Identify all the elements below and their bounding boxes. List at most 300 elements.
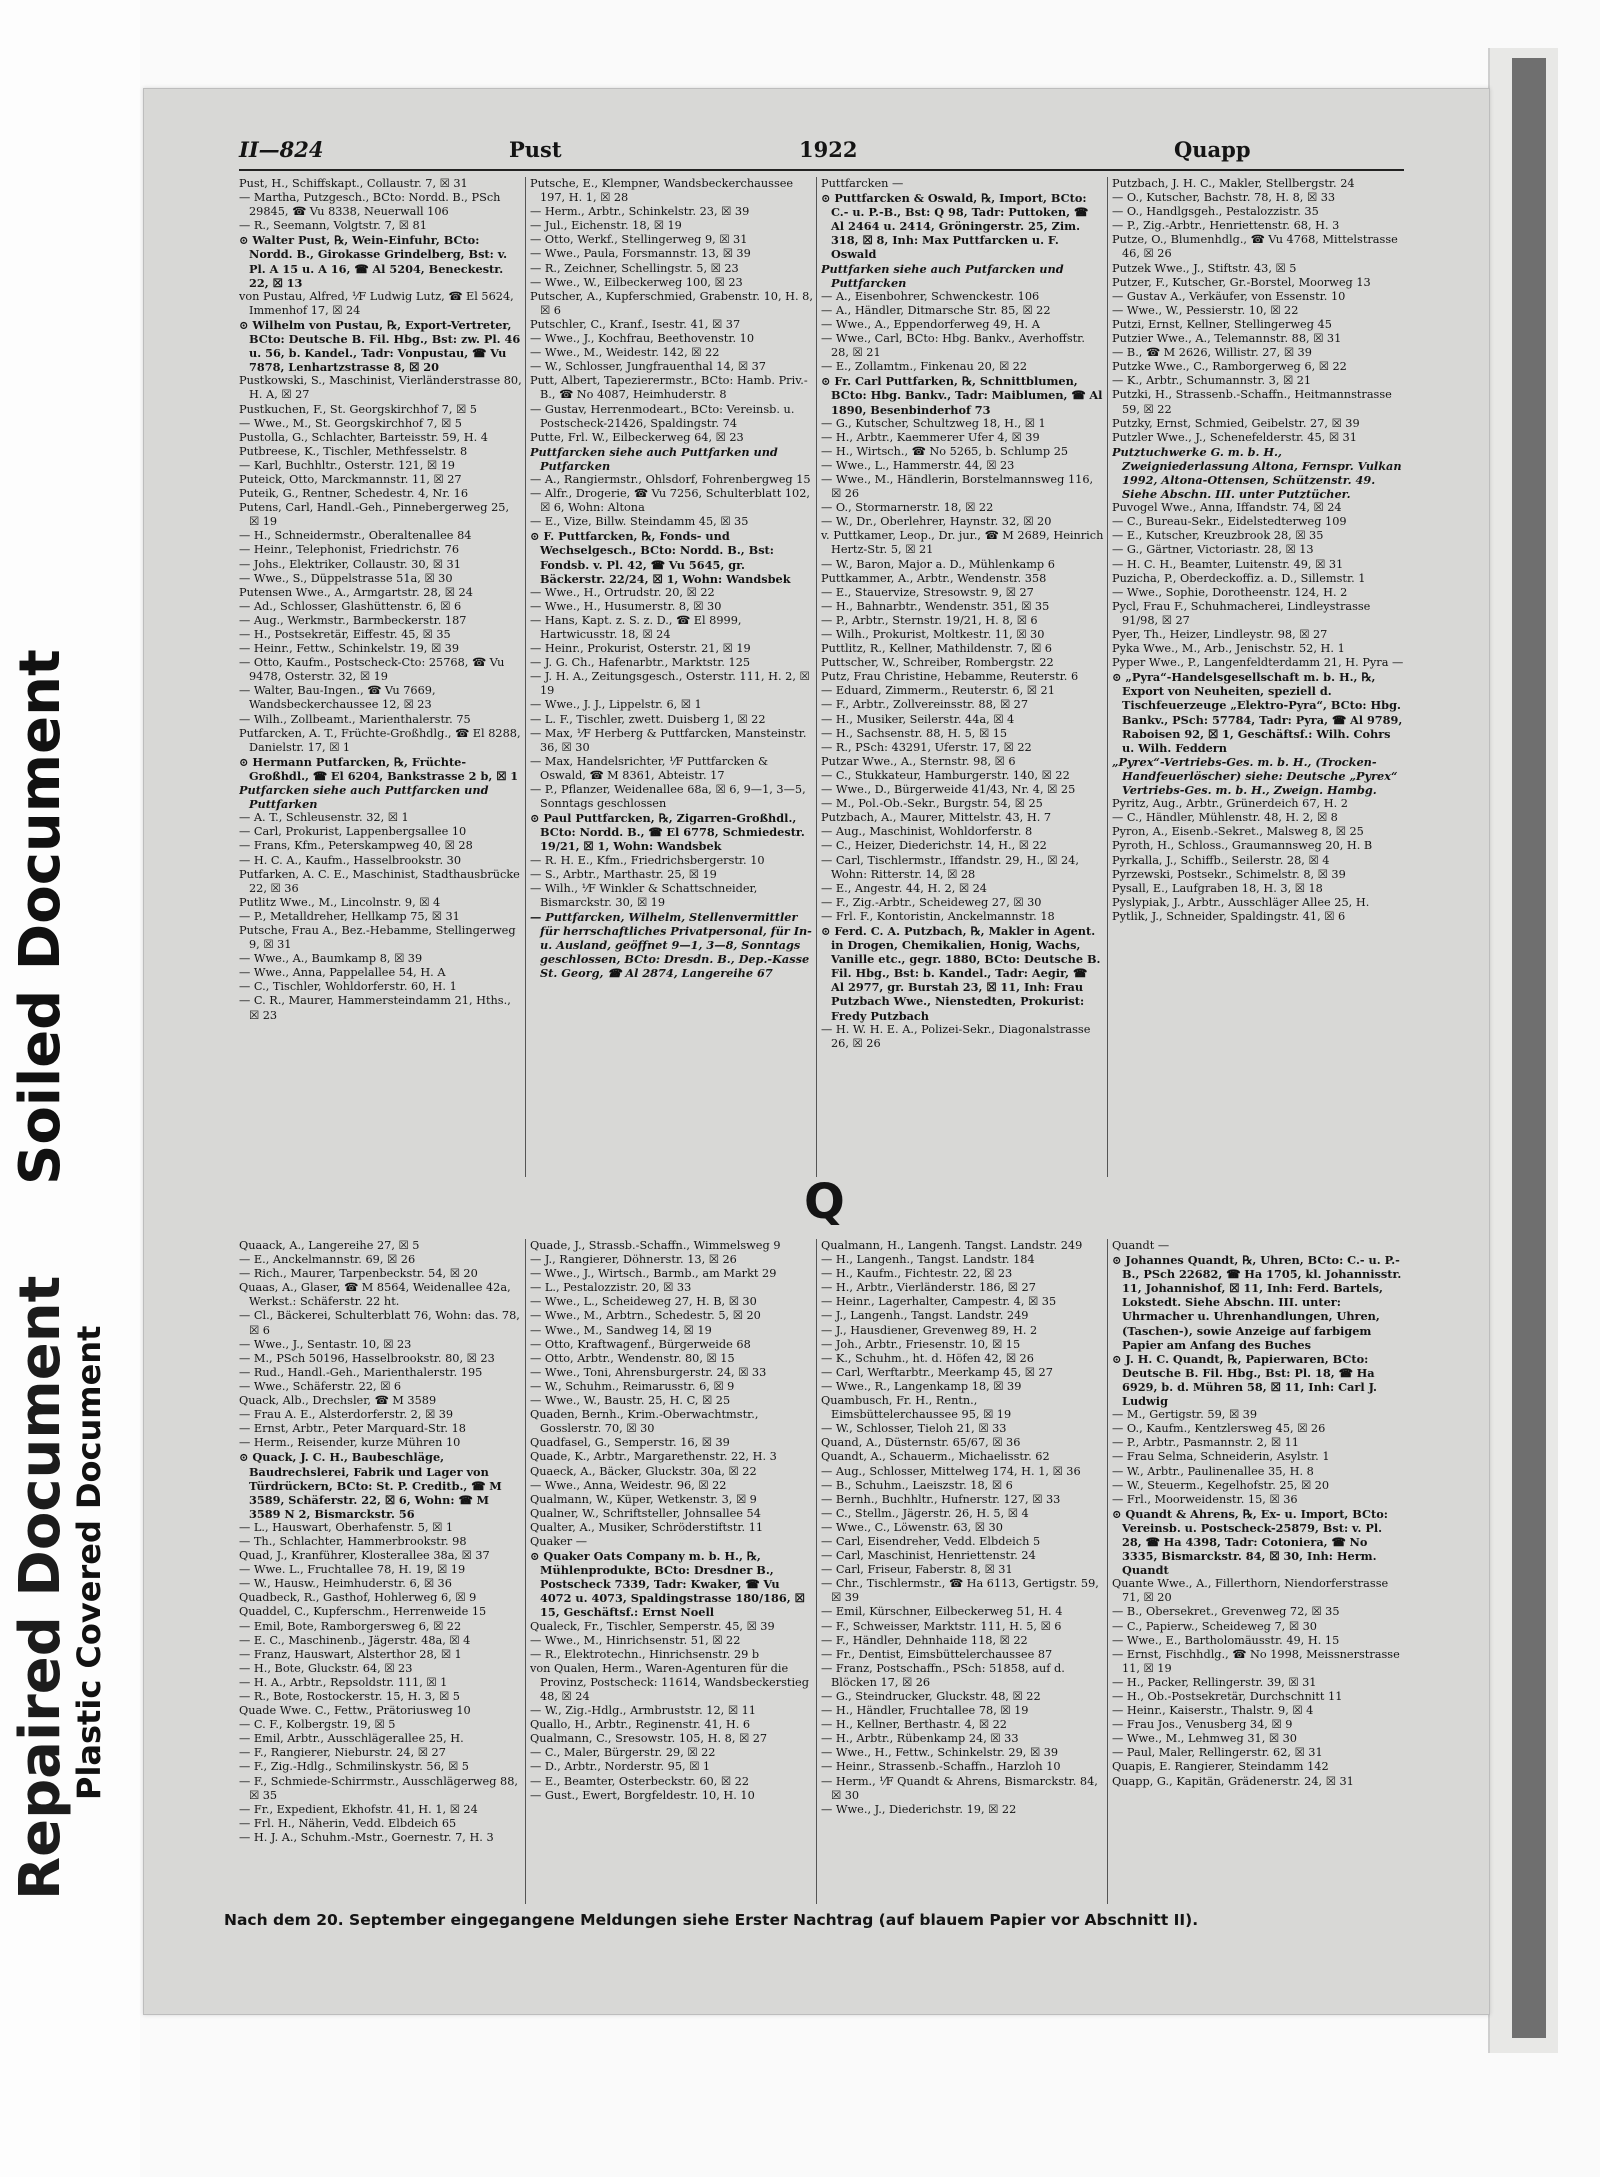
directory-entry: — H., Schneidermstr., Oberaltenallee 84: [239, 529, 472, 543]
directory-entry: — R., Bote, Rostockerstr. 15, H. 3, ☒ 5: [239, 1690, 460, 1703]
directory-entry: — Paul, Maler, Rellingerstr. 62, ☒ 31: [1112, 1746, 1323, 1760]
directory-entry: — A., Rangiermstr., Ohlsdorf, Fohrenbergweg 15: [530, 472, 811, 486]
directory-entry: — P., Arbtr., Pasmannstr. 2, ☒ 11: [1112, 1436, 1299, 1450]
directory-entry: — Carl, Friseur, Faberstr. 8, ☒ 31: [821, 1563, 1013, 1577]
directory-entry: — F., Rangierer, Nieburstr. 24, ☒ 27: [239, 1746, 446, 1760]
directory-entry: Pyer, Th., Heizer, Lindleystr. 98, ☒ 27: [1112, 628, 1328, 641]
directory-entry: — Gustav A., Verkäufer, von Essenstr. 10: [1112, 289, 1346, 303]
directory-entry: — Joh., Arbtr., Friesenstr. 10, ☒ 15: [821, 1337, 1021, 1351]
directory-entry: — Herm., Arbtr., Schinkelstr. 23, ☒ 39: [530, 205, 750, 219]
directory-entry: — Karl, Buchhltr., Osterstr. 121, ☒ 19: [239, 458, 455, 472]
directory-entry: Quaker —: [530, 1534, 588, 1548]
header-year: 1922: [799, 137, 858, 162]
column-divider: [525, 177, 526, 1177]
directory-entry: — E., Zollamtm., Finkenau 20, ☒ 22: [821, 360, 1028, 374]
directory-entry: — Wwe., W., Pessierstr. 10, ☒ 22: [1112, 303, 1299, 317]
directory-entry: — W., Dr., Oberlehrer, Haynstr. 32, ☒ 20: [821, 515, 1052, 529]
directory-entry: — W., Schlosser, Jungfrauenthal 14, ☒ 37: [530, 360, 766, 374]
directory-entry: Quandt, A., Schauerm., Michaelisstr. 62: [821, 1450, 1050, 1464]
directory-entry: — Wwe., R., Langenkamp 18, ☒ 39: [821, 1379, 1022, 1393]
directory-entry: — J., Langenh., Tangst. Landstr. 249: [821, 1309, 1029, 1323]
directory-entry: — Wwe., M., Weidestr. 142, ☒ 22: [530, 346, 720, 360]
directory-entry: Putens, Carl, Handl.-Geh., Pinnebergerweg 25, ☒ 19: [239, 501, 510, 529]
directory-entry: — H. W. H. E. A., Polizei-Sekr., Diagonalstrasse 26, ☒ 26: [821, 1022, 1091, 1050]
directory-entry: — Heinr., Telephonist, Friedrichstr. 76: [239, 543, 460, 557]
directory-entry: — Wwe., M., Arbtrn., Schedestr. 5, ☒ 20: [530, 1309, 761, 1323]
directory-entry: — Frl. F., Kontoristin, Anckelmannstr. 18: [821, 909, 1055, 923]
directory-entry: — A., Händler, Ditmarsche Str. 85, ☒ 22: [821, 303, 1051, 317]
directory-entry: ⊙ Wilhelm von Pustau, ℞, Export-Vertreter, BCto: Deutsche B. Fil. Hbg., Bst: zw. Pl. 46 u. 56, b. Kandel., Tadr: Vonpustau, ☎ Vu 7878, Lenhartzstrasse 8, ☒ 20: [239, 317, 521, 375]
directory-entry: — R., Zeichner, Schellingstr. 5, ☒ 23: [530, 261, 739, 275]
directory-entry: — Ad., Schlosser, Glashüttenstr. 6, ☒ 6: [239, 599, 462, 613]
directory-entry: Putzki, H., Strassenb.-Schaffn., Heitmannstrasse 59, ☒ 22: [1112, 388, 1392, 416]
directory-entry: Putze, O., Blumenhdlg., ☎ Vu 4768, Mittelstrasse 46, ☒ 26: [1112, 233, 1398, 261]
directory-entry: — H., Postsekretär, Eiffestr. 45, ☒ 35: [239, 628, 451, 641]
directory-entry: — C., Stellm., Jägerstr. 26, H. 5, ☒ 4: [821, 1506, 1029, 1520]
directory-entry: — Wwe., J., Diederichstr. 19, ☒ 22: [821, 1802, 1017, 1816]
directory-entry: ⊙ Quaker Oats Company m. b. H., ℞, Mühlenprodukte, BCto: Dresdner B., Postscheck 7339, Tadr: Kwaker, ☎ Vu 4072 u. 4073, Spaldingstrasse 180/186, ☒ 15, Geschäftsf.: Ernst Noell: [530, 1549, 805, 1620]
directory-entry: ⊙ Puttfarcken & Oswald, ℞, Import, BCto: C.- u. P.-B., Bst: Q 98, Tadr: Puttoken, ☎ Al 2464 u. 2414, Gröningerstr. 25, Zim. 318, ☒ 8, Inh: Max Puttfarcken u. F. Oswald: [821, 191, 1089, 262]
directory-column-top-4: [1112, 177, 1404, 1177]
directory-entry: Putzke Wwe., C., Ramborgerweg 6, ☒ 22: [1112, 360, 1347, 374]
directory-entry: Putsche, Frau A., Bez.-Hebamme, Stellingerweg 9, ☒ 31: [239, 923, 516, 952]
directory-entry: — Wwe., Carl, BCto: Hbg. Bankv., Averhoffstr. 28, ☒ 21: [821, 332, 1085, 360]
directory-entry: — Carl, Werftarbtr., Meerkamp 45, ☒ 27: [821, 1365, 1053, 1379]
directory-entry: ⊙ F. Puttfarcken, ℞, Fonds- und Wechselgesch., BCto: Nordd. B., Bst: Fondsb. v. Pl. 42, ☎ Vu 5645, gr. Bäckerstr. 22/24, ☒ 1, Wohn: Wandsbek: [530, 529, 791, 586]
directory-entry: Pyritz, Aug., Arbtr., Grünerdeich 67, H. 2: [1112, 797, 1348, 811]
directory-entry: — R., PSch: 43291, Uferstr. 17, ☒ 22: [821, 740, 1032, 754]
directory-entry: Quallo, H., Arbtr., Reginenstr. 41, H. 6: [530, 1718, 751, 1732]
directory-entry: — G., Steindrucker, Gluckstr. 48, ☒ 22: [821, 1690, 1041, 1703]
directory-entry: Qualmann, C., Sresowstr. 105, H. 8, ☒ 27: [530, 1732, 768, 1746]
directory-entry: „Pyrex“-Vertriebs-Ges. m. b. H., (Trocken-Handfeuerlöscher) siehe: Deutsche „Pyrex“ Vertriebs-Ges. m. b. H., Zweign. Hambg.: [1112, 754, 1398, 798]
directory-entry: Putzky, Ernst, Schmied, Geibelstr. 27, ☒ 39: [1112, 416, 1360, 430]
directory-entry: Quaden, Bernh., Krim.-Oberwachtmstr., Gosslerstr. 70, ☒ 30: [530, 1408, 759, 1436]
directory-entry: — Franz, Postschaffn., PSch: 51858, auf d. Blöcken 17, ☒ 26: [821, 1661, 1065, 1689]
directory-entry: — Wwe., M., Sandweg 14, ☒ 19: [530, 1323, 712, 1337]
directory-entry: — Wwe., M., Hinrichsenstr. 51, ☒ 22: [530, 1633, 741, 1647]
directory-entry: Quapis, E. Rangierer, Steindamm 142: [1112, 1760, 1329, 1774]
directory-entry: — W., Arbtr., Paulinenallee 35, H. 8: [1112, 1464, 1314, 1478]
directory-entry: Pycl, Frau F., Schuhmacherei, Lindleystrasse 91/98, ☒ 27: [1112, 599, 1371, 627]
directory-entry: — Carl, Eisendreher, Vedd. Elbdeich 5: [821, 1534, 1041, 1548]
directory-entry: — Wilh., ⅟F Winkler & Schattschneider, Bismarckstr. 30, ☒ 19: [530, 881, 758, 909]
directory-entry: — Wwe., M., Händlerin, Borstelmannsweg 116, ☒ 26: [821, 472, 1094, 501]
directory-column-bottom-2: [530, 1239, 813, 1904]
directory-entry: — Wwe., J., Wirtsch., Barmb., am Markt 29: [530, 1267, 777, 1281]
directory-entry: — W., Schuhm., Reimarusstr. 6, ☒ 9: [530, 1379, 735, 1393]
directory-entry: — H., Bahnarbtr., Wendenstr. 351, ☒ 35: [821, 599, 1050, 613]
directory-entry: — H., Bote, Gluckstr. 64, ☒ 23: [239, 1661, 413, 1675]
directory-entry: — F., Zig.-Arbtr., Scheideweg 27, ☒ 30: [821, 895, 1042, 909]
directory-entry: Quaas, A., Glaser, ☎ M 8564, Weidenallee 42a, Werkst.: Schäferstr. 22 ht.: [239, 1281, 511, 1309]
directory-entry: Pustkowski, S., Maschinist, Vierländerstrasse 80, H. A, ☒ 27: [239, 374, 522, 402]
directory-entry: Putsche, E., Klempner, Wandsbeckerchaussee 197, H. 1, ☒ 28: [530, 177, 794, 205]
directory-entry: Quand, A., Düsternstr. 65/67, ☒ 36: [821, 1436, 1021, 1450]
directory-entry: — Cl., Bäckerei, Schulterblatt 76, Wohn: das. 78, ☒ 6: [239, 1309, 520, 1337]
directory-entry: — E., Angestr. 44, H. 2, ☒ 24: [821, 881, 987, 895]
directory-entry: — Carl, Prokurist, Lappenbergsallee 10: [239, 825, 467, 839]
directory-entry: — C., Maler, Bürgerstr. 29, ☒ 22: [530, 1746, 716, 1760]
directory-entry: — Frau A. E., Alsterdorferstr. 2, ☒ 39: [239, 1408, 454, 1422]
directory-entry: — Herm., ⅟F Quandt & Ahrens, Bismarckstr. 84, ☒ 30: [821, 1774, 1098, 1802]
directory-entry: Quade, J., Strassb.-Schaffn., Wimmelsweg 9: [530, 1239, 781, 1252]
directory-entry: Puttfarcken —: [821, 177, 904, 190]
directory-entry: — P., Arbtr., Sternstr. 19/21, H. 8, ☒ 6: [821, 613, 1038, 627]
directory-entry: Putzbach, A., Maurer, Mittelstr. 43, H. 7: [821, 811, 1052, 825]
directory-entry: — Wwe. L., Fruchtallee 78, H. 19, ☒ 19: [239, 1563, 466, 1577]
directory-entry: — C., Tischler, Wohldorferstr. 60, H. 1: [239, 980, 457, 994]
directory-entry: — K., Schuhm., ht. d. Höfen 42, ☒ 26: [821, 1351, 1034, 1365]
directory-entry: — C., Papierw., Scheideweg 7, ☒ 30: [1112, 1619, 1317, 1633]
directory-entry: — R. H. E., Kfm., Friedrichsbergerstr. 10: [530, 853, 765, 867]
directory-entry: — A. T., Schleusenstr. 32, ☒ 1: [239, 811, 409, 825]
directory-column-bottom-4: [1112, 1239, 1404, 1904]
column-divider: [816, 177, 817, 1177]
directory-entry: — Bernh., Buchhltr., Hufnerstr. 127, ☒ 33: [821, 1492, 1061, 1506]
directory-entry: — Heinr., Kaiserstr., Thalstr. 9, ☒ 4: [1112, 1704, 1314, 1718]
directory-entry: — Chr., Tischlermstr., ☎ Ha 6113, Gertigstr. 59, ☒ 39: [821, 1577, 1099, 1605]
directory-entry: — Wwe., D., Bürgerweide 41/43, Nr. 4, ☒ 25: [821, 783, 1076, 797]
directory-entry: Putzer, F., Kutscher, Gr.-Borstel, Moorweg 13: [1112, 275, 1371, 289]
directory-entry: — P., Metalldreher, Hellkamp 75, ☒ 31: [239, 909, 460, 923]
page-header: [239, 137, 1404, 161]
directory-entry: — Max, ⅟F Herberg & Puttfarcken, Mansteinstr. 36, ☒ 30: [530, 726, 807, 754]
directory-entry: Qualeck, Fr., Tischler, Semperstr. 45, ☒ 39: [530, 1619, 775, 1633]
directory-column-top-3: [821, 177, 1104, 1177]
directory-entry: Pysall, E., Laufgraben 18, H. 3, ☒ 18: [1112, 881, 1323, 895]
column-divider: [816, 1239, 817, 1904]
directory-entry: Putzar Wwe., A., Sternstr. 98, ☒ 6: [821, 754, 1016, 768]
directory-entry: Qualner, W., Schriftsteller, Johnsallee 54: [530, 1506, 761, 1520]
directory-entry: — Gustav, Herrenmodeart., BCto: Vereinsb. u. Postscheck-21426, Spaldingstr. 74: [530, 402, 795, 430]
scanned-page: [143, 88, 1490, 2015]
directory-entry: — J. G. Ch., Hafenarbtr., Marktstr. 125: [530, 656, 751, 670]
directory-entry: — F., Zig.-Hdlg., Schmilinskystr. 56, ☒ 5: [239, 1760, 469, 1774]
directory-entry: — G., Kutscher, Schultzweg 18, H., ☒ 1: [821, 416, 1046, 430]
directory-entry: — O., Stormarnerstr. 18, ☒ 22: [821, 501, 994, 515]
directory-entry: Putfarcken siehe auch Puttfarcken und Puttfarken: [239, 783, 489, 812]
directory-entry: — Wwe., Sophie, Dorotheenstr. 124, H. 2: [1112, 585, 1348, 599]
directory-entry: Quaeck, A., Bäcker, Gluckstr. 30a, ☒ 22: [530, 1464, 757, 1478]
directory-entry: — Wwe., Anna, Pappelallee 54, H. A: [239, 966, 446, 980]
directory-entry: — H., Arbtr., Rübenkamp 24, ☒ 33: [821, 1732, 1019, 1746]
directory-entry: Pyslypiak, J., Arbtr., Ausschläger Allee 25, H.: [1112, 895, 1370, 909]
directory-entry: — Fr., Dentist, Eimsbüttelerchaussee 87: [821, 1647, 1053, 1661]
directory-entry: — H., Ob.-Postsekretär, Durchschnitt 11: [1112, 1690, 1343, 1703]
directory-entry: — H., Musiker, Seilerstr. 44a, ☒ 4: [821, 712, 1015, 726]
directory-entry: — Frl., Moorweidenstr. 15, ☒ 36: [1112, 1492, 1298, 1506]
directory-entry: — L., Pestalozzistr. 20, ☒ 33: [530, 1281, 692, 1295]
directory-entry: — Ernst, Arbtr., Peter Marquard-Str. 18: [239, 1422, 466, 1436]
directory-entry: Putlitz Wwe., M., Lincolnstr. 9, ☒ 4: [239, 895, 441, 909]
directory-entry: Puteick, Otto, Marckmannstr. 11, ☒ 27: [239, 472, 462, 486]
directory-entry: Putfarcken, A. T., Früchte-Großhdlg., ☎ El 8288, Danielstr. 17, ☒ 1: [239, 726, 521, 754]
directory-entry: — Wwe., A., Baumkamp 8, ☒ 39: [239, 952, 423, 966]
directory-entry: Putbreese, K., Tischler, Methfesselstr. 8: [239, 444, 468, 458]
directory-entry: Puteik, G., Rentner, Schedestr. 4, Nr. 16: [239, 487, 469, 501]
directory-entry: — Jul., Eichenstr. 18, ☒ 19: [530, 219, 682, 233]
directory-entry: Putt, Albert, Tapezierermstr., BCto: Hamb. Priv.-B., ☎ No 4087, Heimhuderstr. 8: [530, 374, 808, 402]
directory-entry: Putztuchwerke G. m. b. H., Zweigniederlassung Altona, Fernspr. Vulkan 1992, Altona-Ottensen, Schützenstr. 49. Siehe Abschn. III. unter Putztücher.: [1112, 444, 1402, 502]
directory-column-bottom-1: [239, 1239, 522, 1904]
directory-entry: Pustolla, G., Schlachter, Barteisstr. 59, H. 4: [239, 430, 488, 444]
directory-entry: — Frau Jos., Venusberg 34, ☒ 9: [1112, 1718, 1293, 1732]
directory-entry: — Wwe., W., Baustr. 25, H. C, ☒ 25: [530, 1394, 731, 1408]
directory-entry: — Wwe., H., Husumerstr. 8, ☒ 30: [530, 599, 722, 613]
directory-entry: Quaddel, C., Kupferschm., Herrenweide 15: [239, 1605, 487, 1619]
directory-entry: — Wilh., Prokurist, Moltkestr. 11, ☒ 30: [821, 628, 1045, 641]
directory-entry: — B., Schuhm., Laeiszstr. 18, ☒ 6: [821, 1478, 1013, 1492]
directory-entry: — H. A., Arbtr., Repsoldstr. 111, ☒ 1: [239, 1675, 448, 1689]
header-last-word: Quapp: [1174, 137, 1251, 162]
directory-entry: — H., Langenh., Tangst. Landstr. 184: [821, 1253, 1035, 1267]
directory-entry: Pyron, A., Eisenb.-Sekret., Malsweg 8, ☒ 25: [1112, 825, 1364, 839]
directory-entry: Putzier Wwe., A., Telemannstr. 88, ☒ 31: [1112, 332, 1342, 346]
directory-entry: — S., Arbtr., Marthastr. 25, ☒ 19: [530, 867, 717, 881]
section-letter: Q: [804, 1174, 845, 1230]
directory-entry: — Aug., Maschinist, Wohldorferstr. 8: [821, 825, 1033, 839]
directory-entry: — R., Seemann, Volgtstr. 7, ☒ 81: [239, 219, 427, 233]
directory-entry: — M., Gertigstr. 59, ☒ 39: [1112, 1408, 1258, 1422]
directory-entry: — D., Arbtr., Norderstr. 95, ☒ 1: [530, 1760, 711, 1774]
directory-entry: — C. R., Maurer, Hammersteindamm 21, Hths., ☒ 23: [239, 994, 511, 1022]
directory-entry: Qualmann, W., Küper, Wetkenstr. 3, ☒ 9: [530, 1492, 757, 1506]
directory-entry: — Emil, Arbtr., Ausschlägerallee 25, H.: [239, 1732, 464, 1746]
directory-entry: — E., Kutscher, Kreuzbrook 28, ☒ 35: [1112, 529, 1324, 543]
directory-entry: — Wwe., J. J., Lippelstr. 6, ☒ 1: [530, 698, 702, 712]
directory-column-top-2: [530, 177, 813, 1177]
directory-entry: Pyper Wwe., P., Langenfeldterdamm 21, H. Pyra —: [1112, 656, 1404, 670]
directory-entry: — F., Schmiede-Schirrmstr., Ausschlägerweg 88, ☒ 35: [239, 1774, 519, 1802]
directory-column-bottom-3: [821, 1239, 1104, 1904]
directory-entry: — H. J. A., Schuhm.-Mstr., Goernestr. 7, H. 3: [239, 1830, 494, 1844]
directory-entry: Pyrkalla, J., Schiffb., Seilerstr. 28, ☒ 4: [1112, 853, 1330, 867]
directory-entry: ⊙ Johannes Quandt, ℞, Uhren, BCto: C.- u. P.-B., PSch 22682, ☎ Ha 1705, kl. Johannisstr. 11, Johannishof, ☒ 11, Inh: Ferd. Bartels, Lokstedt. Siehe Abschn. III. unter: Uhrmacher u. Uhrenhandlungen, Uhren, (Taschen-), sowie Anzeige auf farbigem Papier am Anfang des Buches: [1112, 1253, 1402, 1352]
directory-entry: — Wwe., L., Hammerstr. 44, ☒ 23: [821, 458, 1015, 472]
directory-entry: Quade, K., Arbtr., Margarethenstr. 22, H. 3: [530, 1450, 777, 1464]
directory-entry: — Frl. H., Näherin, Vedd. Elbdeich 65: [239, 1816, 457, 1830]
directory-entry: — Fr., Expedient, Ekhofstr. 41, H. 1, ☒ 24: [239, 1802, 478, 1816]
directory-entry: — W., Baron, Major a. D., Mühlenkamp 6: [821, 557, 1055, 571]
directory-entry: — H., Wirtsch., ☎ No 5265, b. Schlump 25: [821, 444, 1069, 458]
directory-entry: — J. H. A., Zeitungsgesch., Osterstr. 111, H. 2, ☒ 19: [530, 670, 810, 698]
right-dark-edge: [1512, 58, 1546, 2038]
directory-entry: ⊙ Hermann Putfarcken, ℞, Früchte-Großhdl., ☎ El 6204, Bankstrasse 2 b, ☒ 1: [239, 754, 519, 783]
directory-entry: ⊙ „Pyra“-Handelsgesellschaft m. b. H., ℞, Export von Neuheiten, speziell d. Tischfeuerzeuge „Elektro-Pyra“, BCto: Hbg. Bankv., PSch: 57784, Tadr: Pyra, ☎ Al 9789, Raboisen 92, ☒ 1, Geschäftsf.: Wilh. Cohrs u. Wilh. Feddern: [1112, 670, 1403, 755]
directory-entry: Quadfasel, G., Semperstr. 16, ☒ 39: [530, 1436, 730, 1450]
directory-entry: — Wwe., A., Eppendorferweg 49, H. A: [821, 317, 1040, 331]
directory-entry: — H., Arbtr., Kaemmerer Ufer 4, ☒ 39: [821, 430, 1040, 444]
directory-entry: Puttlitz, R., Kellner, Mathildenstr. 7, ☒ 6: [821, 642, 1052, 656]
directory-entry: — Wwe., S., Düppelstrasse 51a, ☒ 30: [239, 571, 453, 585]
directory-entry: — F., Schweisser, Marktstr. 111, H. 5, ☒ 6: [821, 1619, 1062, 1633]
directory-entry: — Johs., Elektriker, Collaustr. 30, ☒ 31: [239, 557, 461, 571]
directory-entry: ⊙ Ferd. C. A. Putzbach, ℞, Makler in Agent. in Drogen, Chemikalien, Honig, Wachs, Vanille etc., gegr. 1880, BCto: Deutsche B. Fil. Hbg., Bst: b. Kandel., Tadr: Aegir, ☎ Al 2977, gr. Burstah 23, ☒ 11, Inh: Frau Putzbach Wwe., Nienstedten, Prokurist: Fredy Putzbach: [821, 923, 1101, 1023]
directory-entry: — W., Hausw., Heimhuderstr. 6, ☒ 36: [239, 1577, 452, 1591]
directory-entry: — E., Beamter, Osterbeckstr. 60, ☒ 22: [530, 1774, 750, 1788]
directory-entry: — J., Rangierer, Döhnerstr. 13, ☒ 26: [530, 1253, 737, 1267]
directory-entry: — Wwe., M., Lehmweg 31, ☒ 30: [1112, 1732, 1297, 1746]
directory-entry: — O., Kaufm., Kentzlersweg 45, ☒ 26: [1112, 1422, 1326, 1436]
directory-entry: — Rud., Handl.-Geh., Marienthalerstr. 195: [239, 1365, 483, 1379]
directory-entry: — C., Bureau-Sekr., Eidelstedterweg 109: [1112, 515, 1347, 529]
directory-entry: — Eduard, Zimmerm., Reuterstr. 6, ☒ 21: [821, 684, 1055, 698]
directory-entry: — Otto, Kraftwagenf., Bürgerweide 68: [530, 1337, 751, 1351]
directory-entry: Putzi, Ernst, Kellner, Stellingerweg 45: [1112, 317, 1332, 331]
directory-entry: — Carl, Maschinist, Henriettenstr. 24: [821, 1549, 1036, 1563]
directory-entry: — Heinr., Fettw., Schinkelstr. 19, ☒ 39: [239, 642, 460, 656]
column-divider: [1107, 1239, 1108, 1904]
directory-entry: — Emil, Bote, Ramborgersweg 6, ☒ 22: [239, 1619, 462, 1633]
directory-entry: Qualmann, H., Langenh. Tangst. Landstr. 249: [821, 1239, 1083, 1252]
directory-entry: ⊙ Quack, J. C. H., Baubeschläge, Baudrechslerei, Fabrik und Lager von Türdrückern, BCto: St. P. Creditb., ☎ M 3589, Schäferstr. 22, ☒ 6, Wohn: ☎ M 3589 N 2, Bismarckstr. 56: [239, 1450, 502, 1521]
directory-entry: — E., Vize, Billw. Steindamm 45, ☒ 35: [530, 515, 749, 529]
directory-entry: Puttfarken siehe auch Putfarcken und Puttfarcken: [821, 261, 1064, 290]
directory-column-top-1: [239, 177, 522, 1177]
directory-entry: — H. C. A., Kaufm., Hasselbrookstr. 30: [239, 853, 462, 867]
soiled-document-label: Soiled Document: [8, 649, 73, 1185]
directory-entry: — F., Arbtr., Zollvereinsstr. 88, ☒ 27: [821, 698, 1029, 712]
directory-entry: — F., Händler, Dehnhaide 118, ☒ 22: [821, 1633, 1028, 1647]
directory-entry: — B., ☎ M 2626, Willistr. 27, ☒ 39: [1112, 346, 1312, 360]
directory-entry: — Hans, Kapt. z. S. z. D., ☎ El 8999, Hartwicusstr. 18, ☒ 24: [530, 613, 742, 641]
directory-entry: ⊙ Walter Pust, ℞, Wein-Einfuhr, BCto: Nordd. B., Girokasse Grindelberg, Bst: v. Pl. A 15 u. A 16, ☎ Al 5204, Beneckestr. 22, ☒ 13: [239, 233, 508, 290]
directory-entry: Putfarken, A. C. E., Maschinist, Stadthausbrücke 22, ☒ 36: [239, 867, 520, 895]
directory-entry: — M., PSch 50196, Hasselbrookstr. 80, ☒ 23: [239, 1351, 495, 1365]
directory-entry: — O., Kutscher, Bachstr. 78, H. 8, ☒ 33: [1112, 191, 1336, 205]
directory-entry: — Wwe., Anna, Weidestr. 96, ☒ 22: [530, 1478, 727, 1492]
directory-entry: — C., Händler, Mühlenstr. 48, H. 2, ☒ 8: [1112, 811, 1338, 825]
directory-entry: Pyka Wwe., M., Arb., Jenischstr. 52, H. 1: [1112, 642, 1345, 656]
footer-note: Nach dem 20. September eingegangene Meldungen siehe Erster Nachtrag (auf blauem Papier vor Abschnitt II).: [224, 1911, 1199, 1929]
directory-entry: — Wwe., E., Bartholomäusstr. 49, H. 15: [1112, 1633, 1340, 1647]
page-number: II—824: [239, 137, 324, 162]
directory-entry: — H., Kellner, Berthastr. 4, ☒ 22: [821, 1718, 1007, 1732]
directory-entry: Pytlik, J., Schneider, Spaldingstr. 41, ☒ 6: [1112, 909, 1346, 923]
directory-entry: Quad, J., Kranführer, Klosterallee 38a, ☒ 37: [239, 1549, 490, 1563]
directory-entry: — A., Eisenbohrer, Schwenckestr. 106: [821, 289, 1040, 303]
directory-entry: Qualter, A., Musiker, Schröderstiftstr. 11: [530, 1520, 764, 1534]
directory-entry: — W., Steuerm., Kegelhofstr. 25, ☒ 20: [1112, 1478, 1330, 1492]
directory-entry: — Emil, Kürschner, Eilbeckerweg 51, H. 4: [821, 1605, 1063, 1619]
header-first-word: Pust: [509, 137, 562, 162]
directory-entry: — Wilh., Zollbeamt., Marienthalerstr. 75: [239, 712, 471, 726]
directory-entry: — H. C. H., Beamter, Luitenstr. 49, ☒ 31: [1112, 557, 1344, 571]
directory-entry: — Frans, Kfm., Peterskampweg 40, ☒ 28: [239, 839, 473, 853]
directory-entry: Putzler Wwe., J., Schenefelderstr. 45, ☒ 31: [1112, 430, 1357, 444]
directory-entry: — Ernst, Fischhdlg., ☎ No 1998, Meissnerstrasse 11, ☒ 19: [1112, 1647, 1400, 1675]
directory-entry: Puttkammer, A., Arbtr., Wendenstr. 358: [821, 571, 1047, 585]
directory-entry: — C., Stukkateur, Hamburgerstr. 140, ☒ 22: [821, 768, 1070, 782]
directory-entry: — H., Arbtr., Vierländerstr. 186, ☒ 27: [821, 1281, 1036, 1295]
directory-entry: Quaack, A., Langereihe 27, ☒ 5: [239, 1239, 420, 1252]
directory-entry: Puvogel Wwe., Anna, Iffandstr. 74, ☒ 24: [1112, 501, 1342, 515]
directory-entry: — Wwe., J., Sentastr. 10, ☒ 23: [239, 1337, 412, 1351]
directory-entry: — L., Hauswart, Oberhafenstr. 5, ☒ 1: [239, 1520, 454, 1534]
directory-entry: — Heinr., Lagerhalter, Campestr. 4, ☒ 35: [821, 1295, 1057, 1309]
directory-entry: von Pustau, Alfred, ⅟F Ludwig Lutz, ☎ El 5624, Immenhof 17, ☒ 24: [239, 289, 514, 317]
directory-entry: — R., Elektrotechn., Hinrichsenstr. 29 b: [530, 1647, 760, 1661]
directory-entry: — H., Händler, Fruchtallee 78, ☒ 19: [821, 1704, 1029, 1718]
plastic-covered-document-label: Plastic Covered Document: [70, 1325, 108, 1800]
directory-entry: — Puttfarcken, Wilhelm, Stellenvermittler für herrschaftliches Privatpersonal, für In- u. Ausland, geöffnet 9—1, 3—8, Sonntags geschlossen, BCto: Dresdn. B., Dep.-Kasse St. Georg, ☎ Al 2874, Langereihe 67: [530, 909, 812, 981]
directory-entry: Putensen Wwe., A., Armgartstr. 28, ☒ 24: [239, 585, 473, 599]
directory-entry: — Wwe., W., Eilbeckerweg 100, ☒ 23: [530, 275, 743, 289]
directory-entry: — Rich., Maurer, Tarpenbeckstr. 54, ☒ 20: [239, 1267, 478, 1281]
directory-entry: Quack, Alb., Drechsler, ☎ M 3589: [239, 1394, 437, 1408]
directory-entry: Puttfarcken siehe auch Puttfarken und Putfarcken: [530, 444, 778, 473]
directory-entry: Putscher, A., Kupferschmied, Grabenstr. 10, H. 8, ☒ 6: [530, 289, 813, 317]
directory-entry: — E., Stauervize, Stresowstr. 9, ☒ 27: [821, 585, 1034, 599]
directory-entry: — G., Gärtner, Victoriastr. 28, ☒ 13: [1112, 543, 1314, 557]
directory-entry: — Wwe., J., Kochfrau, Beethovenstr. 10: [530, 332, 755, 346]
directory-entry: — Wwe., C., Löwenstr. 63, ☒ 30: [821, 1520, 1003, 1534]
directory-entry: ⊙ Fr. Carl Puttfarken, ℞, Schnittblumen, BCto: Hbg. Bankv., Tadr: Maiblumen, ☎ Al 1890, Besenbinderhof 73: [821, 374, 1103, 417]
directory-entry: — Gust., Ewert, Borgfeldestr. 10, H. 10: [530, 1788, 755, 1802]
directory-entry: Putz, Frau Christine, Hebamme, Reuterstr. 6: [821, 670, 1079, 684]
column-divider: [525, 1239, 526, 1904]
directory-entry: — Otto, Arbtr., Wendenstr. 80, ☒ 15: [530, 1351, 735, 1365]
directory-entry: — W., Zig.-Hdlg., Armbruststr. 12, ☒ 11: [530, 1704, 756, 1718]
directory-entry: — W., Schlosser, Tieloh 21, ☒ 33: [821, 1422, 1007, 1436]
directory-entry: Putzek Wwe., J., Stiftstr. 43, ☒ 5: [1112, 261, 1297, 275]
directory-entry: — C. F., Kolbergstr. 19, ☒ 5: [239, 1718, 396, 1732]
directory-entry: — H., Packer, Rellingerstr. 39, ☒ 31: [1112, 1675, 1317, 1689]
directory-entry: — Wwe., L., Scheideweg 27, H. B, ☒ 30: [530, 1295, 757, 1309]
directory-entry: Quante Wwe., A., Fillerthorn, Niendorferstrasse 71, ☒ 20: [1112, 1577, 1389, 1605]
directory-entry: — Martha, Putzgesch., BCto: Nordd. B., PSch 29845, ☎ Vu 8338, Neuerwall 106: [239, 191, 501, 219]
directory-entry: ⊙ J. H. C. Quandt, ℞, Papierwaren, BCto: Deutsche B. Fil. Hbg., Bst: Pl. 18, ☎ Ha 6929, b. d. Mühren 58, ☒ 11, Inh: Carl J. Ludwig: [1112, 1351, 1377, 1409]
directory-entry: — C., Heizer, Diederichstr. 14, H., ☒ 22: [821, 839, 1047, 853]
directory-entry: Quapp, G., Kapitän, Grädenerstr. 24, ☒ 31: [1112, 1774, 1354, 1788]
directory-entry: — E., Anckelmannstr. 69, ☒ 26: [239, 1253, 416, 1267]
column-divider: [1107, 177, 1108, 1177]
directory-entry: — Aug., Schlosser, Mittelweg 174, H. 1, ☒ 36: [821, 1464, 1081, 1478]
directory-entry: Quadbeck, R., Gasthof, Hohlerweg 6, ☒ 9: [239, 1591, 477, 1605]
directory-entry: — Max, Handelsrichter, ⅟F Puttfarcken & Oswald, ☎ M 8361, Abteistr. 17: [530, 754, 769, 782]
directory-entry: Quambusch, Fr. H., Rentn., Eimsbüttelerchaussee 95, ☒ 19: [821, 1394, 1012, 1422]
directory-entry: — Otto, Kaufm., Postscheck-Cto: 25768, ☎ Vu 9478, Osterstr. 32, ☒ 19: [239, 656, 505, 684]
directory-entry: Quade Wwe. C., Fettw., Prätoriusweg 10: [239, 1704, 471, 1718]
directory-entry: — L. F., Tischler, zwett. Duisberg 1, ☒ 22: [530, 712, 766, 726]
directory-entry: — Th., Schlachter, Hammerbrookstr. 98: [239, 1534, 467, 1548]
directory-entry: Puttscher, W., Schreiber, Rombergstr. 22: [821, 656, 1054, 670]
directory-entry: — Carl, Tischlermstr., Iffandstr. 29, H., ☒ 24, Wohn: Ritterstr. 14, ☒ 28: [821, 853, 1079, 881]
directory-entry: Putschler, C., Kranf., Isestr. 41, ☒ 37: [530, 317, 741, 331]
directory-entry: — Wwe., Toni, Ahrensburgerstr. 24, ☒ 33: [530, 1365, 767, 1379]
directory-entry: — M., Pol.-Ob.-Sekr., Burgstr. 54, ☒ 25: [821, 797, 1043, 811]
directory-entry: Pust, H., Schiffskapt., Collaustr. 7, ☒ 31: [239, 177, 468, 190]
directory-entry: — K., Arbtr., Schumannstr. 3, ☒ 21: [1112, 374, 1312, 388]
directory-entry: — E. C., Maschinenb., Jägerstr. 48a, ☒ 4: [239, 1633, 471, 1647]
directory-entry: — Heinr., Prokurist, Osterstr. 21, ☒ 19: [530, 642, 751, 656]
directory-entry: Pustkuchen, F., St. Georgskirchhof 7, ☒ 5: [239, 402, 477, 416]
directory-entry: von Qualen, Herm., Waren-Agenturen für die Provinz, Postscheck: 11614, Wandsbeckerstieg 48, ☒ 24: [530, 1661, 809, 1703]
side-labels: [0, 600, 140, 1900]
directory-entry: — J., Hausdiener, Grevenweg 89, H. 2: [821, 1323, 1038, 1337]
directory-entry: — O., Handlgsgeh., Pestalozzistr. 35: [1112, 205, 1319, 219]
directory-entry: ⊙ Quandt & Ahrens, ℞, Ex- u. Import, BCto: Vereinsb. u. Postscheck-25879, Bst: v. Pl. 28, ☎ Ha 4398, Tadr: Cotoniera, ☎ No 3335, Bismarckstr. 84, ☒ 30, Inh: Herm. Quandt: [1112, 1506, 1388, 1578]
directory-entry: ⊙ Paul Puttfarcken, ℞, Zigarren-Großhdl., BCto: Nordd. B., ☎ El 6778, Schmiedestr. 19/21, ☒ 1, Wohn: Wandsbek: [530, 811, 805, 854]
directory-entry: — Walter, Bau-Ingen., ☎ Vu 7669, Wandsbeckerchaussee 12, ☒ 23: [239, 684, 436, 712]
directory-entry: — Alfr., Drogerie, ☎ Vu 7256, Schulterblatt 102, ☒ 6, Wohn: Altona: [530, 487, 810, 515]
directory-entry: — Wwe., H., Fettw., Schinkelstr. 29, ☒ 39: [821, 1746, 1059, 1760]
directory-entry: Pyrzewski, Postsekr., Schimelstr. 8, ☒ 39: [1112, 867, 1346, 881]
directory-entry: — Franz, Hauswart, Alsterthor 28, ☒ 1: [239, 1647, 462, 1661]
directory-entry: Pyroth, H., Schloss., Graumannsweg 20, H. B: [1112, 839, 1373, 853]
directory-entry: — Aug., Werkmstr., Barmbeckerstr. 187: [239, 613, 467, 627]
